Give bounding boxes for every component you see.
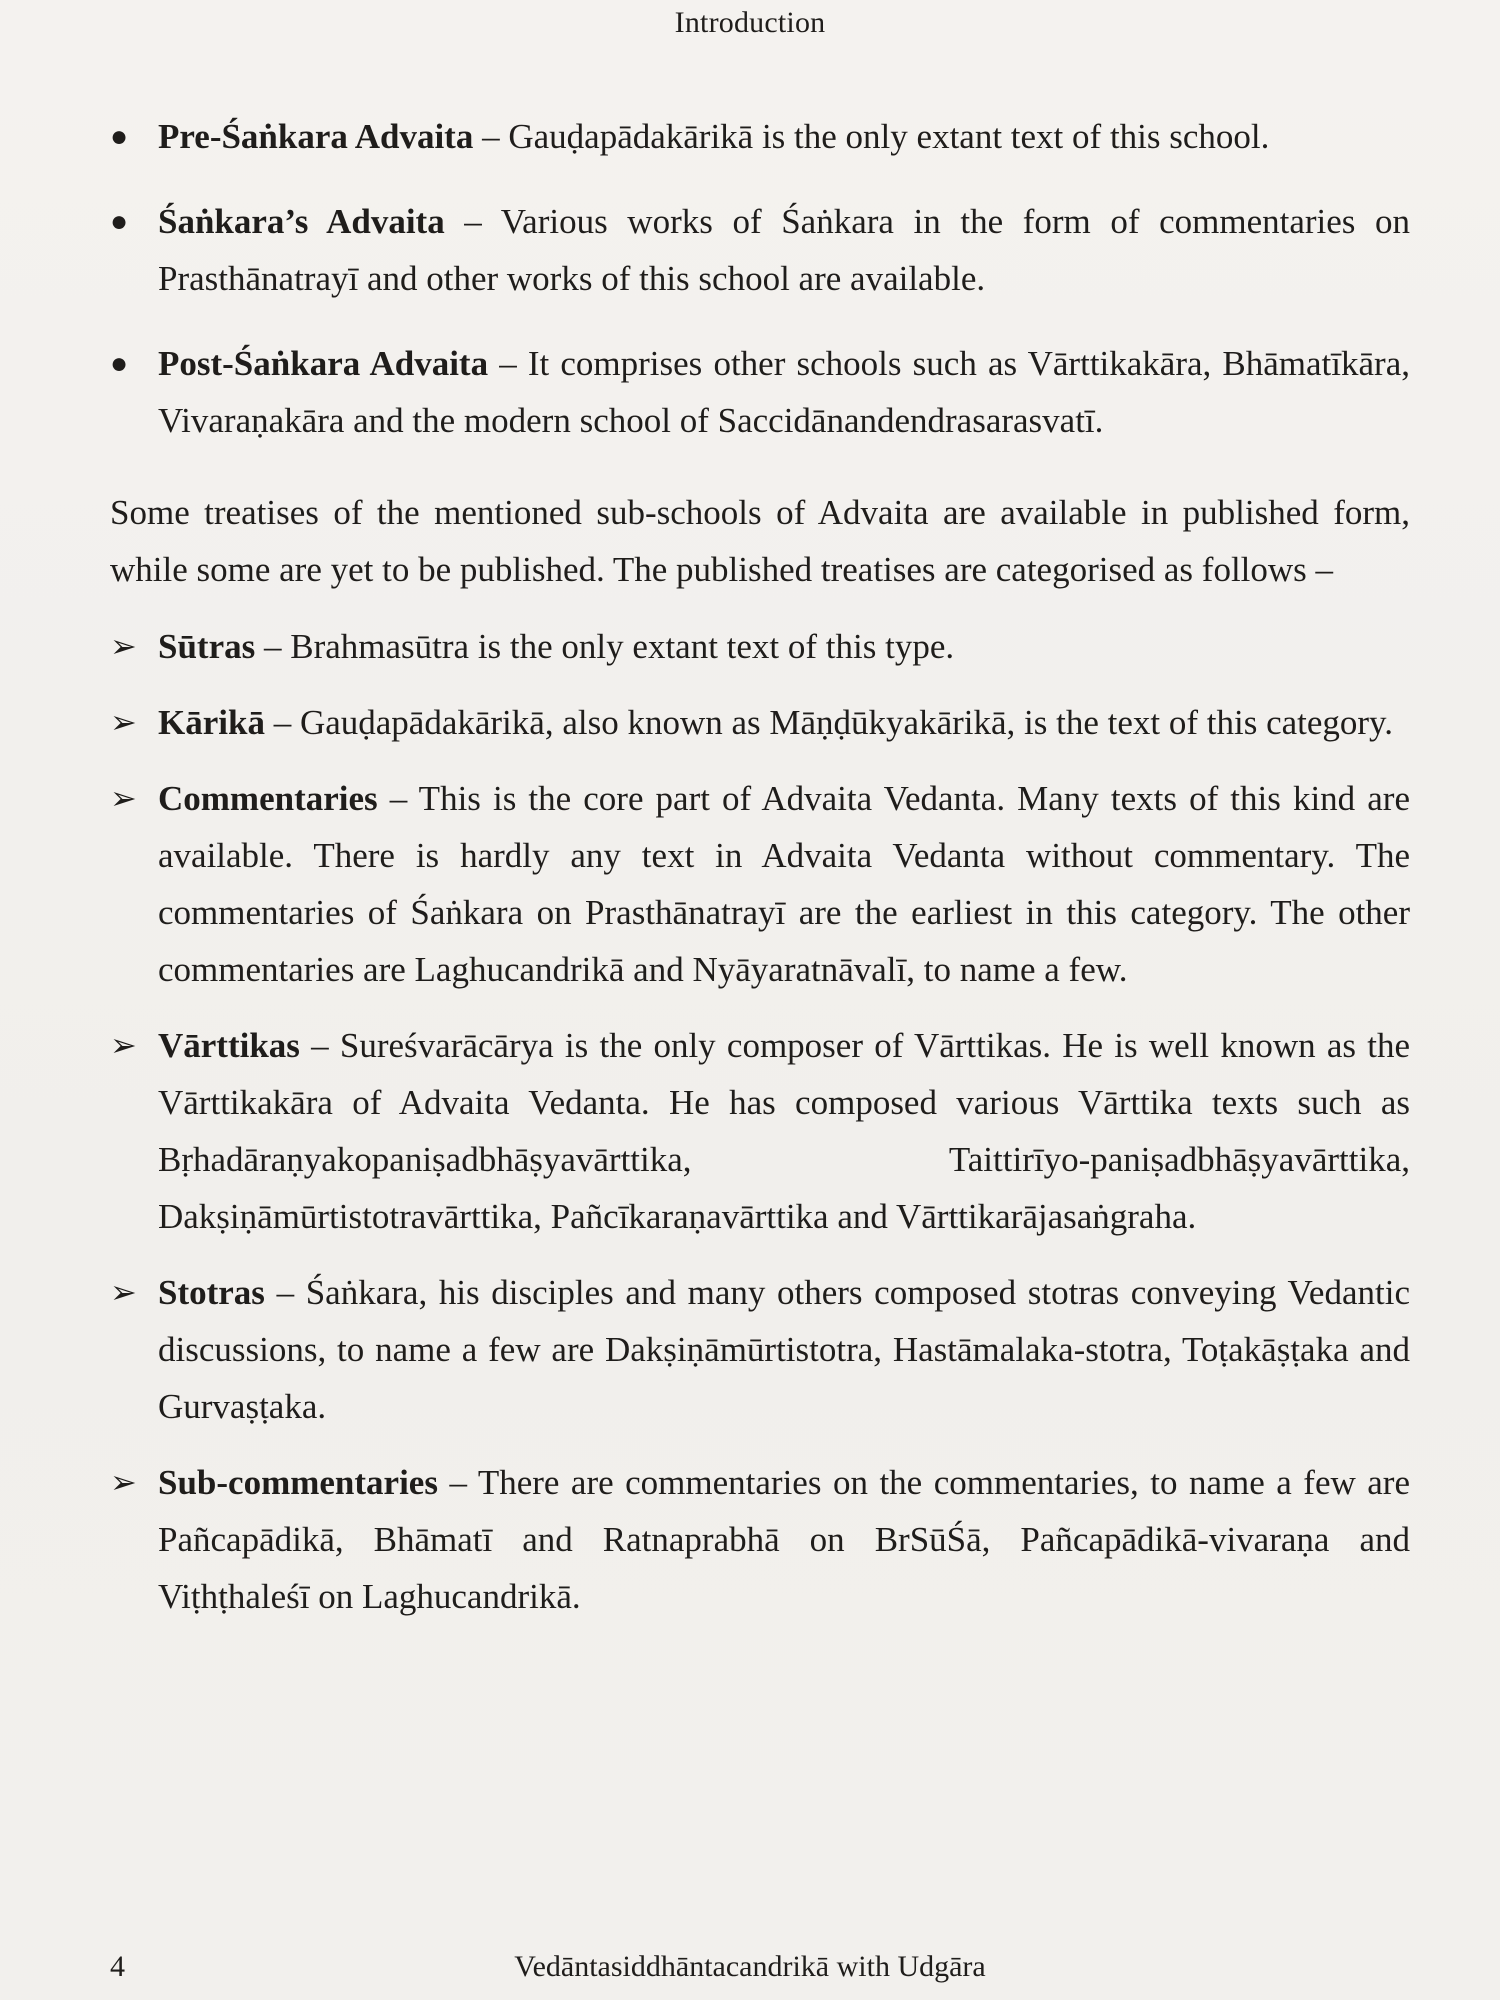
school-description: – Various works of Śaṅkara in the form of commentaries on Prasthānatrayī and other works of this school are available. <box>158 202 1410 298</box>
school-list-item <box>110 108 1410 165</box>
category-term: Sūtras <box>158 627 256 666</box>
arrow-bullet-icon: ➢ <box>110 1464 137 1500</box>
school-list-item <box>110 335 1410 449</box>
category-term: Commentaries <box>158 779 378 818</box>
school-term: Pre-Śaṅkara Advaita <box>158 117 474 156</box>
bullet-icon: ● <box>110 205 129 238</box>
school-list-item <box>110 193 1410 307</box>
category-list-item <box>110 694 1410 751</box>
school-description: – Gauḍapādakārikā is the only extant text of this school. <box>473 117 1270 156</box>
page-number: 4 <box>110 1950 125 1983</box>
bullet-icon: ● <box>110 347 129 380</box>
arrow-bullet-icon: ➢ <box>110 780 137 816</box>
category-list-item <box>110 1264 1410 1435</box>
arrow-bullet-icon: ➢ <box>110 1274 137 1310</box>
category-term: Vārttikas <box>158 1026 300 1065</box>
category-list-item <box>110 618 1410 675</box>
category-list-item <box>110 770 1410 998</box>
intro-paragraph: Some treatises of the mentioned sub-schools of Advaita are available in published form, while some are yet to be published. The published treatises are categorised as follows – <box>110 493 1410 589</box>
category-description: – There are commentaries on the commentaries, to name a few are Pañcapādikā, Bhāmatī and Ratnaprabhā on BrSūŚā, Pañcapādikā-vivaraṇa and Viṭhṭhaleśī on Laghucandrikā. <box>158 1463 1410 1616</box>
category-description: – Brahmasūtra is the only extant text of this type. <box>255 627 955 666</box>
category-list-item <box>110 1017 1410 1245</box>
category-term: Kārikā <box>158 703 265 742</box>
category-description: – This is the core part of Advaita Vedanta. Many texts of this kind are available. There is hardly any text in Advaita Vedanta without commentary. The commentaries of Śaṅkara on Prasthānatrayī are the earliest in this category. The other commentaries are Laghucandrikā and Nyāyaratnāvalī, to name a few. <box>158 779 1410 989</box>
book-title: Vedāntasiddhāntacandrikā with Udgāra <box>514 1950 986 1983</box>
school-description: – It comprises other schools such as Vārttikakāra, Bhāmatīkāra, Vivaraṇakāra and the modern school of Saccidānandendrasarasvatī. <box>158 344 1410 440</box>
arrow-bullet-icon: ➢ <box>110 704 137 740</box>
arrow-bullet-icon: ➢ <box>110 628 137 664</box>
arrow-bullet-icon: ➢ <box>110 1027 137 1063</box>
category-description: – Sureśvarācārya is the only composer of Vārttikas. He is well known as the Vārttikakāra of Advaita Vedanta. He has composed various Vārttika texts such as Bṛhadāraṇyakopaniṣadbhāṣyavārttika, Taittirīyo-paniṣadbhāṣyavārttika, Dakṣiṇāmūrtistotravārttika, Pañcīkaraṇavārttika and Vārttikarājasaṅgraha. <box>158 1026 1410 1236</box>
school-term: Śaṅkara’s Advaita <box>158 202 445 241</box>
school-term: Post-Śaṅkara Advaita <box>158 344 489 383</box>
bullet-icon: ● <box>110 120 129 153</box>
category-term: Stotras <box>158 1273 265 1312</box>
category-list-item <box>110 1454 1410 1625</box>
category-description: – Gauḍapādakārikā, also known as Māṇḍūkyakārikā, is the text of this category. <box>264 703 1394 742</box>
running-header: Introduction <box>674 6 826 39</box>
category-description: – Śaṅkara, his disciples and many others composed stotras conveying Vedantic discussions, to name a few are Dakṣiṇāmūrtistotra, Hastāmalaka-stotra, Toṭakāṣṭaka and Gurvaṣṭaka. <box>158 1273 1410 1426</box>
category-term: Sub-commentaries <box>158 1463 438 1502</box>
page-body <box>110 108 1410 1644</box>
